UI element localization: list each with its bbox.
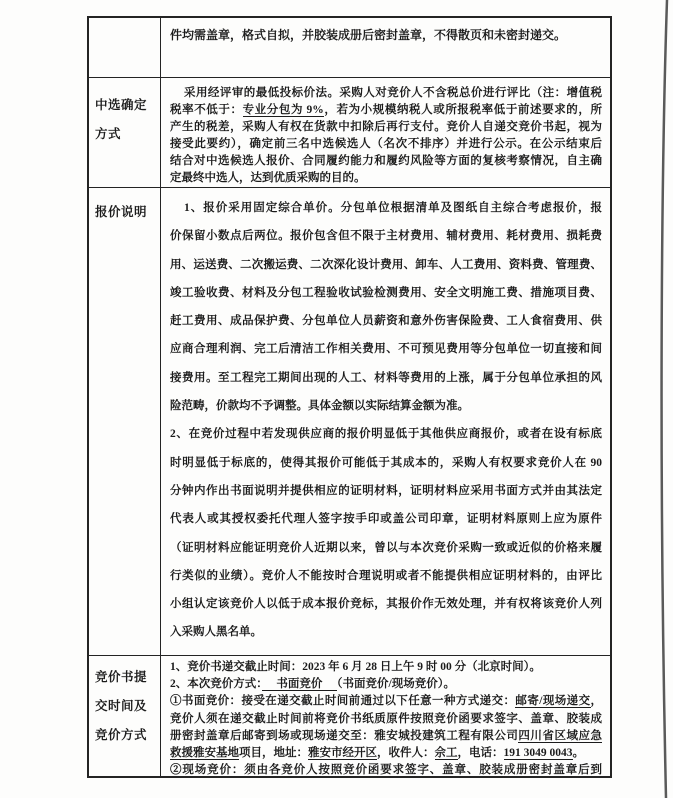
row-content <box>161 78 610 187</box>
procurement-terms-table <box>87 16 612 778</box>
text-line: 2、本次竞价方式： 书面竞价 （书面竞价/现场竞价）。 <box>170 678 455 691</box>
text-line: 件均需盖章，格式自拟，并胶装成册后密封盖章，不得散页和未密封递交。 <box>170 28 567 42</box>
text-line: 代表人或其授权委托代理人签字按手印或盖公司印章，证明材料原则上应为原件 <box>170 513 602 526</box>
text-line: 竣工验收费、材料及分包工程验收试验检测费用、安全文明施工费、措施项目费、 <box>170 286 602 299</box>
underlined-text: 191 3049 0043 <box>503 747 573 760</box>
text-line: 册密封盖章后邮寄到场或现场递交至：雅安城投建筑工程有限公司四川省区域应急 <box>170 729 603 742</box>
text-line: （证明材料应能证明竞价人近期以来，曾以与本次竞价采购一致或近似的价格来履 <box>170 541 602 554</box>
text-line: 险范畴，价款均不予调整。具体金额以实际结算金额为准。 <box>170 400 469 413</box>
row-content <box>161 188 610 655</box>
text-line: 竞价人须在递交截止时间前将竞价书纸质原件按照竞价函要求签字、盖章、胶装成 <box>170 712 602 725</box>
underlined-text: 书面竞价 <box>262 678 337 691</box>
underlined-text: 邮寄/现场递交 <box>515 695 591 708</box>
table-row-submission-time-method <box>89 655 610 776</box>
text-line: 小组认定该竞价人以低于成本报价竞标，其报价作无效处理，并有权将该竞价人列 <box>170 598 602 611</box>
text-line: 采用经评审的最低投标价法。采购人对竞价人不含税总价进行评比（注：增值税 <box>184 87 602 99</box>
row-label <box>89 18 161 77</box>
text-line: 救援雅安基地项目，地址：雅安市经开区，收件人：佘工，电话：191 3049 0043。 <box>170 747 584 760</box>
text-line: 接受此要约），确定前三名中选候选人（名次不排序）并进行公示。在公示结束后 <box>170 138 602 150</box>
text-line: 结合对中选候选人报价、合同履约能力和履约风险等方面的复核考察情况，自主确 <box>170 155 602 167</box>
underlined-text: 佘工 <box>434 747 458 760</box>
row-label: 竞价书提交时间及竞价方式 <box>89 656 161 776</box>
text-line: 应商合理利润、完工后清洁工作相关费用、不可预见费用等分包单位一切直接和间 <box>170 343 602 356</box>
table-row-continuation <box>89 18 610 77</box>
text-line: 税率不低于：专业分包为 9%，若为小规模纳税人或所报税率低于前述要求的，所 <box>170 104 602 116</box>
text-line: 用、运送费、二次搬运费、二次深化设计费用、卸车、人工费用、资料费、管理费、 <box>170 258 602 271</box>
text-line: 接费用。至工程完工期间出现的人工、材料等费用的上涨，属于分包单位承担的风 <box>170 371 602 384</box>
text-line: 时明显低于标底的，使得其报价可能低于其成本的，采购人有权要求竞价人在 90 <box>170 456 602 469</box>
row-content <box>161 18 610 77</box>
text-line: 产生的税差，采购人有权在货款中扣除后再行支付。竞价人自递交竞价书起，视为 <box>170 121 602 133</box>
underlined-text: 雅安市经开区 <box>308 747 377 760</box>
text-line: 1、报价采用固定综合单价。分包单位根据清单及图纸自主综合考虑报价，报 <box>184 202 602 214</box>
text-line: 行类似的业绩）。竞价人不能按时合理说明或者不能提供相应证明材料的，由评比 <box>170 569 602 582</box>
text-line: 入采购人黑名单。 <box>170 626 262 639</box>
row-label: 中选确定方式 <box>89 78 161 187</box>
text-line: 定最终中选人，达到优质采购的目的。 <box>170 172 366 184</box>
text-line: 价保留小数点后两位。报价包含但不限于主材费用、辅材费用、耗材费用、损耗费 <box>170 230 602 243</box>
text-line: 赶工费用、成品保护费、分包单位人员薪资和意外伤害保险费、工人食宿费用、供 <box>170 315 602 328</box>
table-row-selection-method <box>89 77 610 187</box>
text-line: ②现场竞价：须由各竞价人按照竞价函要求签字、盖章、胶装成册密封盖章后到 <box>170 764 602 776</box>
text-line: 2、在竞价过程中若发现供应商的报价明显低于其他供应商报价，或者在设有标底 <box>170 428 602 441</box>
row-content <box>161 656 610 776</box>
text-line: 1、竞价书递交截止时间：2023 年 6 月 28 日上午 9 时 00 分（北京时间）。 <box>170 661 541 673</box>
row-label: 报价说明 <box>89 188 161 655</box>
underlined-text: 专业分包为 9% <box>242 104 324 116</box>
text-line: 分钟内作出书面说明并提供相应的证明材料，证明材料应采用书面方式并由其法定 <box>170 484 602 497</box>
text-line: ①书面竞价：接受在递交截止时间前通过以下任意一种方式递交：邮寄/现场递交， <box>170 695 602 708</box>
underlined-text: 四川省区域应急 <box>518 729 603 742</box>
table-row-quotation-notes <box>89 187 610 655</box>
underlined-text: 救援雅安基地 <box>170 747 239 760</box>
